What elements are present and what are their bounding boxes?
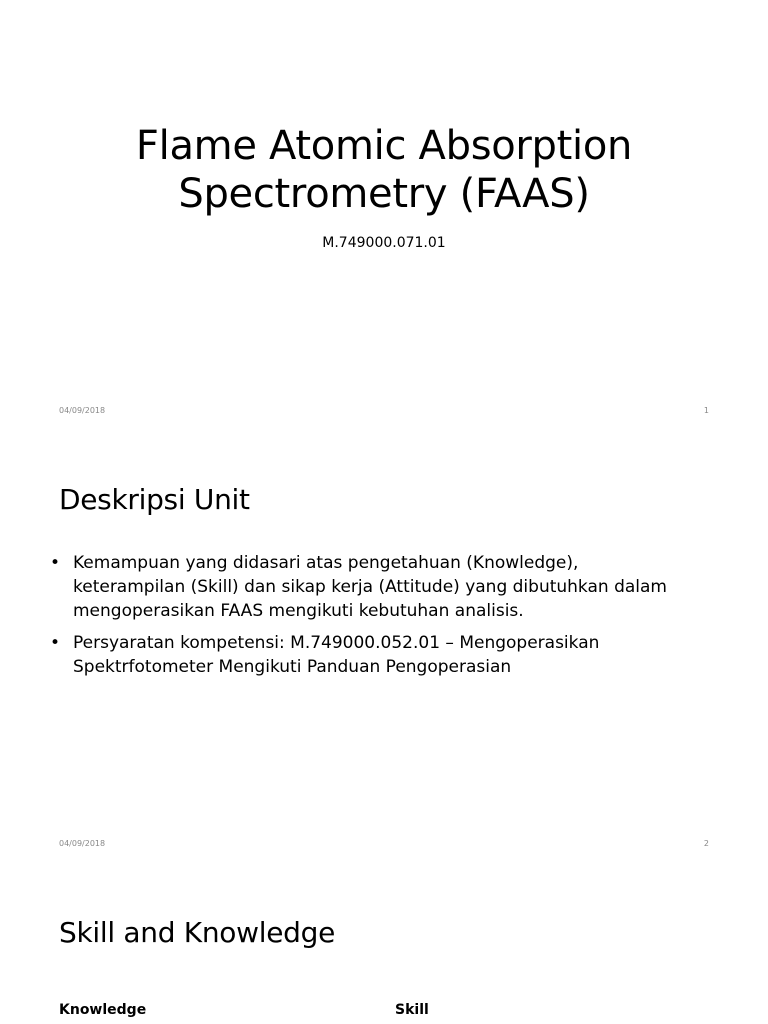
slide-heading: Skill and Knowledge [59,916,336,949]
bullet-item [48,631,728,679]
slide-1 [0,0,768,432]
slide-2 [0,432,768,864]
bullet-line: keterampilan (Skill) dan sikap kerja (Attitude) yang dibutuhkan dalam [73,577,667,597]
slide-number: 1 [703,406,709,415]
bullet-icon: • [50,553,61,573]
slide-subtitle: M.749000.071.01 [322,235,446,251]
column-header-knowledge: Knowledge [59,1002,147,1018]
slide-title-line-1: Flame Atomic Absorption [135,123,633,169]
slide-title [0,122,768,218]
slide-title-line-2: Spectrometry (FAAS) [178,171,590,217]
slide-number: 2 [703,839,709,848]
slide-heading: Deskripsi Unit [59,483,250,516]
bullet-list [48,551,728,687]
column-header-skill: Skill [395,1002,429,1018]
bullet-line: mengoperasikan FAAS mengikuti kebutuhan analisis. [73,601,524,621]
slide-3 [0,864,768,1024]
bullet-line: Persyaratan kompetensi: M.749000.052.01 – Mengoperasikan [73,633,600,653]
slide-date: 04/09/2018 [59,406,106,415]
bullet-line: Kemampuan yang didasari atas pengetahuan (Knowledge), [73,553,579,573]
bullet-item [48,551,728,623]
bullet-icon: • [50,633,61,653]
bullet-line: Spektrfotometer Mengikuti Panduan Pengoperasian [73,657,512,677]
slide-date: 04/09/2018 [59,839,106,848]
